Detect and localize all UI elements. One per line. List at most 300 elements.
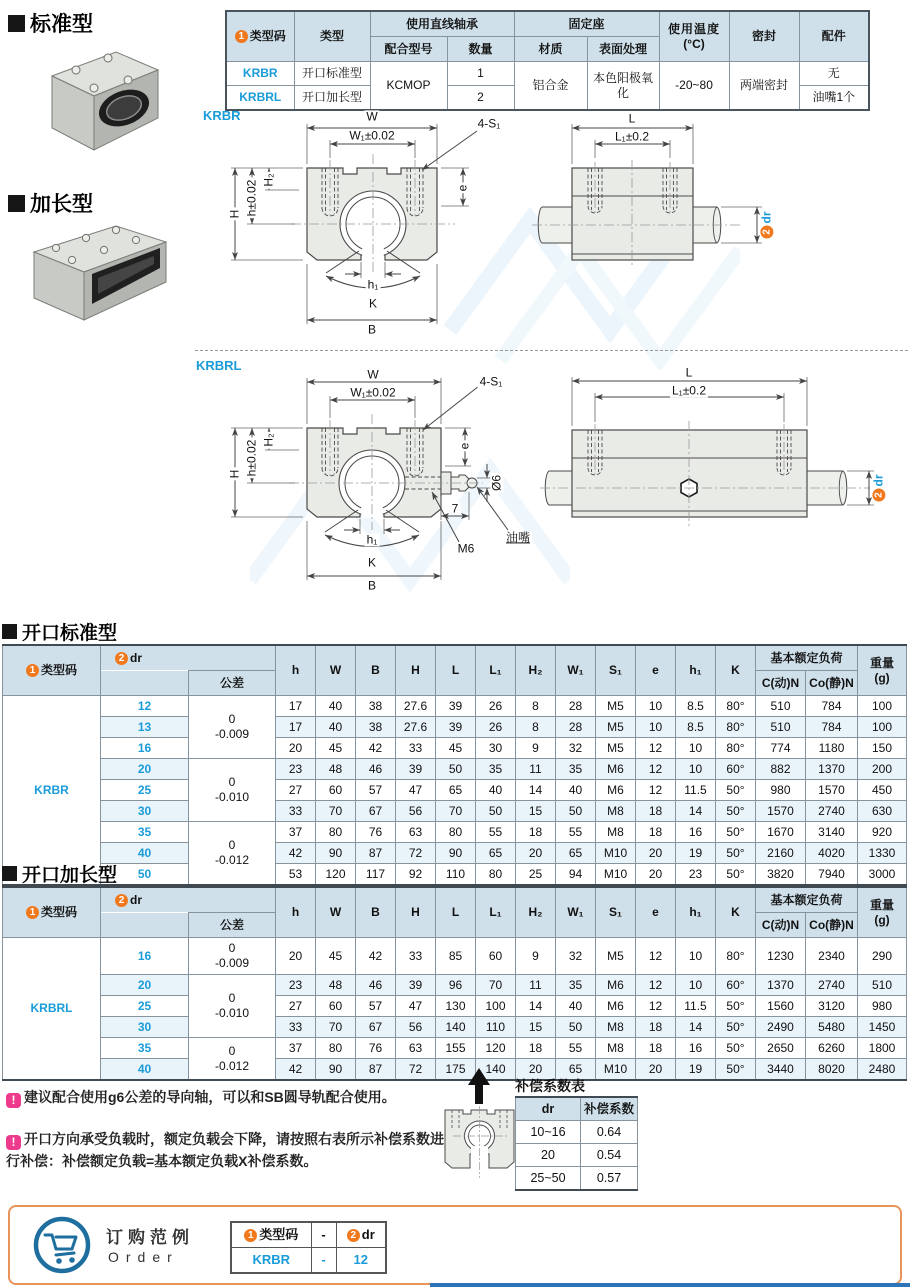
value-cell: 90 bbox=[316, 843, 356, 864]
value-cell: 110 bbox=[436, 864, 476, 886]
dim-label-e: e bbox=[457, 442, 472, 450]
value-cell: M6 bbox=[596, 996, 636, 1017]
value-cell: 70 bbox=[316, 801, 356, 822]
value-cell: 100 bbox=[476, 996, 516, 1017]
value-cell: 16 bbox=[676, 1038, 716, 1059]
value-cell: 11.5 bbox=[676, 780, 716, 801]
dr-cell: 25 bbox=[101, 996, 189, 1017]
col-header-dr-spacer bbox=[101, 913, 189, 938]
order-example-label-en: Order bbox=[108, 1249, 179, 1265]
product-photo-standard bbox=[24, 32, 174, 160]
col-header-tolerance: 公差 bbox=[189, 671, 276, 696]
value-cell: 47 bbox=[396, 996, 436, 1017]
value-cell: 45 bbox=[436, 738, 476, 759]
qty-cell: 2 bbox=[447, 86, 514, 111]
col-header-static-load: Co(静)N bbox=[806, 671, 858, 696]
dim-label-d6: Ø6 bbox=[489, 474, 504, 492]
value-cell: 72 bbox=[396, 1059, 436, 1081]
dim-label-h1: h₁ bbox=[367, 277, 379, 292]
col-header-dim: W bbox=[316, 645, 356, 696]
value-cell: 980 bbox=[756, 780, 806, 801]
value-cell: 72 bbox=[396, 843, 436, 864]
table-row bbox=[3, 822, 907, 843]
col-header-dim: H₂ bbox=[516, 887, 556, 938]
note-1: ! 建议配合使用g6公差的导向轴，可以和SB圆导轨配合使用。 bbox=[6, 1086, 436, 1108]
value-cell: 12 bbox=[636, 759, 676, 780]
table-row bbox=[3, 759, 907, 780]
dr-cell: 13 bbox=[101, 717, 189, 738]
drawing-krbrl-front bbox=[225, 368, 535, 603]
value-cell: 57 bbox=[356, 996, 396, 1017]
col-header-type-code: 1 类型码 bbox=[226, 11, 294, 62]
dim-label-H: H bbox=[227, 209, 242, 219]
value-cell: M6 bbox=[596, 780, 636, 801]
value-cell: 80° bbox=[716, 696, 756, 717]
dim-label-K: K bbox=[367, 555, 377, 570]
dim-label-L1: L₁±0.2 bbox=[615, 129, 649, 144]
circled-1-badge: 1 bbox=[235, 30, 248, 43]
col-header-weight: 重量 (g) bbox=[858, 887, 907, 938]
col-header-dr-spacer bbox=[101, 671, 189, 696]
value-cell: 65 bbox=[436, 780, 476, 801]
col-header-material: 材质 bbox=[514, 37, 587, 62]
value-cell: 37 bbox=[276, 822, 316, 843]
value-cell: 80° bbox=[716, 938, 756, 975]
value-cell: 46 bbox=[356, 759, 396, 780]
value-cell: 18 bbox=[636, 801, 676, 822]
col-header-dim: S₁ bbox=[596, 887, 636, 938]
value-cell: 40 bbox=[556, 780, 596, 801]
col-header-dim: H bbox=[396, 645, 436, 696]
circled-number-badge: 1 bbox=[26, 906, 39, 919]
value-cell: 10 bbox=[636, 696, 676, 717]
value-cell: 33 bbox=[396, 738, 436, 759]
value-cell: 117 bbox=[356, 864, 396, 886]
value-cell: 100 bbox=[858, 717, 907, 738]
value-cell: 53 bbox=[276, 864, 316, 886]
value-cell: 63 bbox=[396, 1038, 436, 1059]
type-code-cell: KRBR bbox=[226, 62, 294, 86]
comp-cell: 10~16 bbox=[516, 1121, 581, 1144]
value-cell: 3440 bbox=[756, 1059, 806, 1081]
value-cell: 17 bbox=[276, 696, 316, 717]
col-header-type-code: 1 类型码 bbox=[3, 645, 101, 696]
value-cell: M6 bbox=[596, 759, 636, 780]
circled-number-badge: 2 bbox=[115, 652, 128, 665]
value-cell: 76 bbox=[356, 1038, 396, 1059]
value-cell: 2740 bbox=[806, 801, 858, 822]
dim-label-h: h±0.02 bbox=[244, 179, 259, 217]
value-cell: 1330 bbox=[858, 843, 907, 864]
value-cell: 45 bbox=[316, 938, 356, 975]
value-cell: 60 bbox=[476, 938, 516, 975]
value-cell: 85 bbox=[436, 938, 476, 975]
table-row bbox=[3, 717, 907, 738]
table-row bbox=[3, 843, 907, 864]
product-photo-extended bbox=[14, 212, 182, 330]
value-cell: 8 bbox=[516, 717, 556, 738]
value-cell: 20 bbox=[636, 864, 676, 886]
tolerance-cell: 0 -0.009 bbox=[189, 938, 276, 975]
square-bullet-icon bbox=[2, 624, 17, 639]
square-bullet-icon bbox=[8, 195, 25, 212]
value-cell: 50° bbox=[716, 801, 756, 822]
value-cell: 2740 bbox=[806, 975, 858, 996]
value-cell: 65 bbox=[556, 1059, 596, 1081]
spec-table bbox=[225, 10, 870, 111]
value-cell: 18 bbox=[516, 822, 556, 843]
value-cell: 12 bbox=[636, 738, 676, 759]
col-header-tolerance: 公差 bbox=[189, 913, 276, 938]
value-cell: 1800 bbox=[858, 1038, 907, 1059]
value-cell: 87 bbox=[356, 843, 396, 864]
dim-label-h: h±0.02 bbox=[244, 439, 259, 477]
circled-2-badge: 2 bbox=[760, 226, 773, 239]
value-cell: 48 bbox=[316, 759, 356, 780]
section-title-text: 加长型 bbox=[30, 193, 93, 216]
value-cell: 80 bbox=[316, 1038, 356, 1059]
value-cell: 90 bbox=[436, 843, 476, 864]
value-cell: M5 bbox=[596, 738, 636, 759]
value-cell: 27.6 bbox=[396, 717, 436, 738]
value-cell: 39 bbox=[396, 759, 436, 780]
section-title-text: 开口标准型 bbox=[22, 623, 118, 644]
value-cell: 150 bbox=[858, 738, 907, 759]
tolerance-cell: 0 -0.010 bbox=[189, 975, 276, 1038]
col-header-dynamic-load: C(动)N bbox=[756, 671, 806, 696]
value-cell: 45 bbox=[316, 738, 356, 759]
dim-label-H: H bbox=[227, 469, 242, 479]
value-cell: 14 bbox=[676, 801, 716, 822]
value-cell: 47 bbox=[396, 780, 436, 801]
value-cell: 2160 bbox=[756, 843, 806, 864]
value-cell: 17 bbox=[276, 717, 316, 738]
dim-label-h1: h₁ bbox=[366, 532, 378, 547]
order-example-dr: 12 bbox=[336, 1248, 386, 1274]
value-cell: M10 bbox=[596, 864, 636, 886]
drawing-label-krbrl: KRBRL bbox=[196, 358, 242, 373]
order-col-type-code: 1 类型码 bbox=[231, 1222, 311, 1248]
value-cell: 25 bbox=[516, 864, 556, 886]
value-cell: 1370 bbox=[806, 759, 858, 780]
col-header-static-load: Co(静)N bbox=[806, 913, 858, 938]
col-header-temp: 使用温度 (°C) bbox=[659, 11, 729, 62]
value-cell: 39 bbox=[436, 717, 476, 738]
order-col-dr: 2 dr bbox=[336, 1222, 386, 1248]
table-row bbox=[3, 864, 907, 886]
value-cell: 39 bbox=[396, 975, 436, 996]
value-cell: 10 bbox=[676, 759, 716, 780]
col-header-dr: 2 dr bbox=[101, 887, 276, 913]
section-title-open-extended bbox=[2, 860, 117, 887]
col-header-dim: S₁ bbox=[596, 645, 636, 696]
dim-label-L: L bbox=[685, 365, 693, 380]
accessory-cell: 油嘴1个 bbox=[799, 86, 869, 111]
circled-2-badge: 2 bbox=[347, 1229, 360, 1242]
value-cell: 18 bbox=[636, 822, 676, 843]
type-cell: 开口标准型 bbox=[294, 62, 370, 86]
value-cell: 200 bbox=[858, 759, 907, 780]
dim-label-B: B bbox=[367, 578, 377, 593]
value-cell: M5 bbox=[596, 938, 636, 975]
col-header-dim: h₁ bbox=[676, 645, 716, 696]
type-code-cell: KRBRL bbox=[3, 938, 101, 1081]
table-row bbox=[3, 738, 907, 759]
col-header-dim: H₂ bbox=[516, 645, 556, 696]
circled-2-badge: 2 bbox=[872, 489, 885, 502]
value-cell: M10 bbox=[596, 843, 636, 864]
value-cell: 8.5 bbox=[676, 696, 716, 717]
col-header-load-group: 基本额定负荷 bbox=[756, 887, 858, 913]
value-cell: 1450 bbox=[858, 1017, 907, 1038]
value-cell: M8 bbox=[596, 1038, 636, 1059]
value-cell: 35 bbox=[556, 975, 596, 996]
col-header-accessory: 配件 bbox=[799, 11, 869, 62]
drawing-krbr-side bbox=[530, 110, 890, 350]
dim-label-L1: L₁±0.2 bbox=[672, 383, 706, 398]
value-cell: 15 bbox=[516, 801, 556, 822]
value-cell: 290 bbox=[858, 938, 907, 975]
section-title-open-standard bbox=[2, 618, 117, 645]
dr-cell: 30 bbox=[101, 801, 189, 822]
value-cell: 27 bbox=[276, 780, 316, 801]
order-example-label-cn: 订购范例 bbox=[106, 1228, 194, 1247]
table-row bbox=[3, 801, 907, 822]
value-cell: 55 bbox=[556, 822, 596, 843]
col-header-dim: B bbox=[356, 887, 396, 938]
value-cell: 19 bbox=[676, 843, 716, 864]
value-cell: 8020 bbox=[806, 1059, 858, 1081]
temp-cell: -20~80 bbox=[659, 62, 729, 111]
dim-label-M6: M6 bbox=[457, 541, 475, 556]
value-cell: M8 bbox=[596, 801, 636, 822]
value-cell: 63 bbox=[396, 822, 436, 843]
value-cell: 50° bbox=[716, 996, 756, 1017]
compensation-table-title: 补偿系数表 bbox=[515, 1078, 585, 1094]
col-header-dim: h bbox=[276, 887, 316, 938]
value-cell: 33 bbox=[396, 938, 436, 975]
square-bullet-icon bbox=[2, 866, 17, 881]
dim-label-dr: 2dr bbox=[872, 473, 885, 504]
col-header-dim: h bbox=[276, 645, 316, 696]
dr-cell: 20 bbox=[101, 975, 189, 996]
value-cell: 56 bbox=[396, 1017, 436, 1038]
value-cell: 80° bbox=[716, 738, 756, 759]
value-cell: 784 bbox=[806, 696, 858, 717]
col-header-seal: 密封 bbox=[729, 11, 799, 62]
exclamation-icon: ! bbox=[6, 1093, 21, 1108]
value-cell: 42 bbox=[356, 738, 396, 759]
value-cell: 784 bbox=[806, 717, 858, 738]
type-code-cell: KRBR bbox=[3, 696, 101, 886]
value-cell: 27.6 bbox=[396, 696, 436, 717]
value-cell: 60° bbox=[716, 975, 756, 996]
col-header-surface: 表面处理 bbox=[587, 37, 659, 62]
value-cell: 9 bbox=[516, 938, 556, 975]
order-col-dash: - bbox=[311, 1222, 336, 1248]
compensation-table bbox=[515, 1096, 638, 1191]
value-cell: 1670 bbox=[756, 822, 806, 843]
value-cell: 3000 bbox=[858, 864, 907, 886]
material-cell: 铝合金 bbox=[514, 62, 587, 111]
value-cell: 12 bbox=[636, 938, 676, 975]
comp-col-dr: dr bbox=[516, 1097, 581, 1121]
value-cell: 20 bbox=[276, 938, 316, 975]
value-cell: 40 bbox=[476, 780, 516, 801]
dim-label-4S1: 4-S₁ bbox=[479, 374, 503, 389]
value-cell: 50° bbox=[716, 1059, 756, 1081]
col-header-dim: B bbox=[356, 645, 396, 696]
value-cell: 50 bbox=[556, 1017, 596, 1038]
value-cell: 38 bbox=[356, 717, 396, 738]
value-cell: 38 bbox=[356, 696, 396, 717]
comp-cell: 0.64 bbox=[581, 1121, 638, 1144]
value-cell: 50° bbox=[716, 780, 756, 801]
col-header-dim: L₁ bbox=[476, 887, 516, 938]
type-code-cell: KRBRL bbox=[226, 86, 294, 111]
value-cell: 1230 bbox=[756, 938, 806, 975]
comp-cell: 0.57 bbox=[581, 1167, 638, 1191]
value-cell: 110 bbox=[476, 1017, 516, 1038]
dr-cell: 20 bbox=[101, 759, 189, 780]
value-cell: 23 bbox=[276, 975, 316, 996]
value-cell: 2650 bbox=[756, 1038, 806, 1059]
value-cell: 20 bbox=[276, 738, 316, 759]
value-cell: 65 bbox=[556, 843, 596, 864]
col-header-dr: 2 dr bbox=[101, 645, 276, 671]
circled-number-badge: 1 bbox=[26, 664, 39, 677]
col-header-bearing-group: 使用直线轴承 bbox=[370, 11, 514, 37]
table-row bbox=[3, 1038, 907, 1059]
col-header-load-group: 基本额定负荷 bbox=[756, 645, 858, 671]
accessory-cell: 无 bbox=[799, 62, 869, 86]
value-cell: 15 bbox=[516, 1017, 556, 1038]
value-cell: 50° bbox=[716, 822, 756, 843]
value-cell: 175 bbox=[436, 1059, 476, 1081]
value-cell: 7940 bbox=[806, 864, 858, 886]
krbr-side-svg bbox=[530, 110, 890, 350]
drawing-label-krbr: KRBR bbox=[203, 108, 241, 123]
value-cell: 96 bbox=[436, 975, 476, 996]
value-cell: 130 bbox=[436, 996, 476, 1017]
col-header-dim: H bbox=[396, 887, 436, 938]
order-example-dash: - bbox=[311, 1248, 336, 1274]
value-cell: 39 bbox=[436, 696, 476, 717]
value-cell: 80 bbox=[476, 864, 516, 886]
col-header-holder-group: 固定座 bbox=[514, 11, 659, 37]
value-cell: 50° bbox=[716, 864, 756, 886]
value-cell: 20 bbox=[516, 843, 556, 864]
col-header-dim: K bbox=[716, 645, 756, 696]
drawing-krbrl-side bbox=[540, 365, 890, 535]
value-cell: 92 bbox=[396, 864, 436, 886]
dim-label-e: e bbox=[455, 184, 470, 192]
comp-cell: 0.54 bbox=[581, 1144, 638, 1167]
value-cell: 16 bbox=[676, 822, 716, 843]
value-cell: 33 bbox=[276, 801, 316, 822]
col-header-dim: W bbox=[316, 887, 356, 938]
value-cell: 8 bbox=[516, 696, 556, 717]
value-cell: 1180 bbox=[806, 738, 858, 759]
bottom-bar bbox=[430, 1283, 910, 1287]
table-row bbox=[3, 780, 907, 801]
value-cell: 46 bbox=[356, 975, 396, 996]
col-header-weight: 重量 (g) bbox=[858, 645, 907, 696]
value-cell: 67 bbox=[356, 801, 396, 822]
col-header-dim: W₁ bbox=[556, 645, 596, 696]
surface-cell: 本色阳极氧化 bbox=[587, 62, 659, 111]
value-cell: 980 bbox=[858, 996, 907, 1017]
tolerance-cell: 0 -0.010 bbox=[189, 759, 276, 822]
value-cell: 510 bbox=[756, 717, 806, 738]
value-cell: 32 bbox=[556, 738, 596, 759]
col-header-dim: h₁ bbox=[676, 887, 716, 938]
value-cell: 12 bbox=[636, 996, 676, 1017]
value-cell: 14 bbox=[516, 780, 556, 801]
value-cell: 23 bbox=[276, 759, 316, 780]
value-cell: 3820 bbox=[756, 864, 806, 886]
value-cell: 8.5 bbox=[676, 717, 716, 738]
value-cell: 50° bbox=[716, 1017, 756, 1038]
value-cell: 100 bbox=[858, 696, 907, 717]
value-cell: 35 bbox=[476, 759, 516, 780]
drawing-krbr-front bbox=[225, 110, 525, 360]
order-example-box bbox=[8, 1205, 902, 1285]
col-header-dynamic-load: C(动)N bbox=[756, 913, 806, 938]
qty-cell: 1 bbox=[447, 62, 514, 86]
dim-label-K: K bbox=[368, 296, 378, 311]
value-cell: 50° bbox=[716, 843, 756, 864]
value-cell: 6260 bbox=[806, 1038, 858, 1059]
value-cell: 3120 bbox=[806, 996, 858, 1017]
value-cell: 23 bbox=[676, 864, 716, 886]
value-cell: 40 bbox=[316, 717, 356, 738]
order-example-table bbox=[230, 1221, 387, 1274]
col-header-dim: e bbox=[636, 887, 676, 938]
col-header-dim: W₁ bbox=[556, 887, 596, 938]
value-cell: M8 bbox=[596, 822, 636, 843]
col-header-dim: L bbox=[436, 887, 476, 938]
value-cell: 94 bbox=[556, 864, 596, 886]
value-cell: 1570 bbox=[756, 801, 806, 822]
dr-cell: 50 bbox=[101, 864, 189, 886]
value-cell: 14 bbox=[516, 996, 556, 1017]
dim-label-L: L bbox=[628, 111, 636, 126]
col-header-type-code: 1 类型码 bbox=[3, 887, 101, 938]
value-cell: 48 bbox=[316, 975, 356, 996]
value-cell: 10 bbox=[676, 738, 716, 759]
value-cell: 56 bbox=[396, 801, 436, 822]
value-cell: 630 bbox=[858, 801, 907, 822]
value-cell: 42 bbox=[276, 843, 316, 864]
seal-cell: 两端密封 bbox=[729, 62, 799, 111]
value-cell: 70 bbox=[316, 1017, 356, 1038]
value-cell: 50 bbox=[436, 759, 476, 780]
value-cell: 70 bbox=[436, 801, 476, 822]
value-cell: 60° bbox=[716, 759, 756, 780]
value-cell: 140 bbox=[476, 1059, 516, 1081]
value-cell: 35 bbox=[556, 759, 596, 780]
value-cell: 18 bbox=[516, 1038, 556, 1059]
value-cell: 60 bbox=[316, 996, 356, 1017]
dr-cell: 16 bbox=[101, 938, 189, 975]
value-cell: M5 bbox=[596, 717, 636, 738]
dim-label-W1: W₁±0.02 bbox=[349, 128, 395, 143]
value-cell: 37 bbox=[276, 1038, 316, 1059]
value-cell: 510 bbox=[858, 975, 907, 996]
value-cell: 450 bbox=[858, 780, 907, 801]
value-cell: 882 bbox=[756, 759, 806, 780]
